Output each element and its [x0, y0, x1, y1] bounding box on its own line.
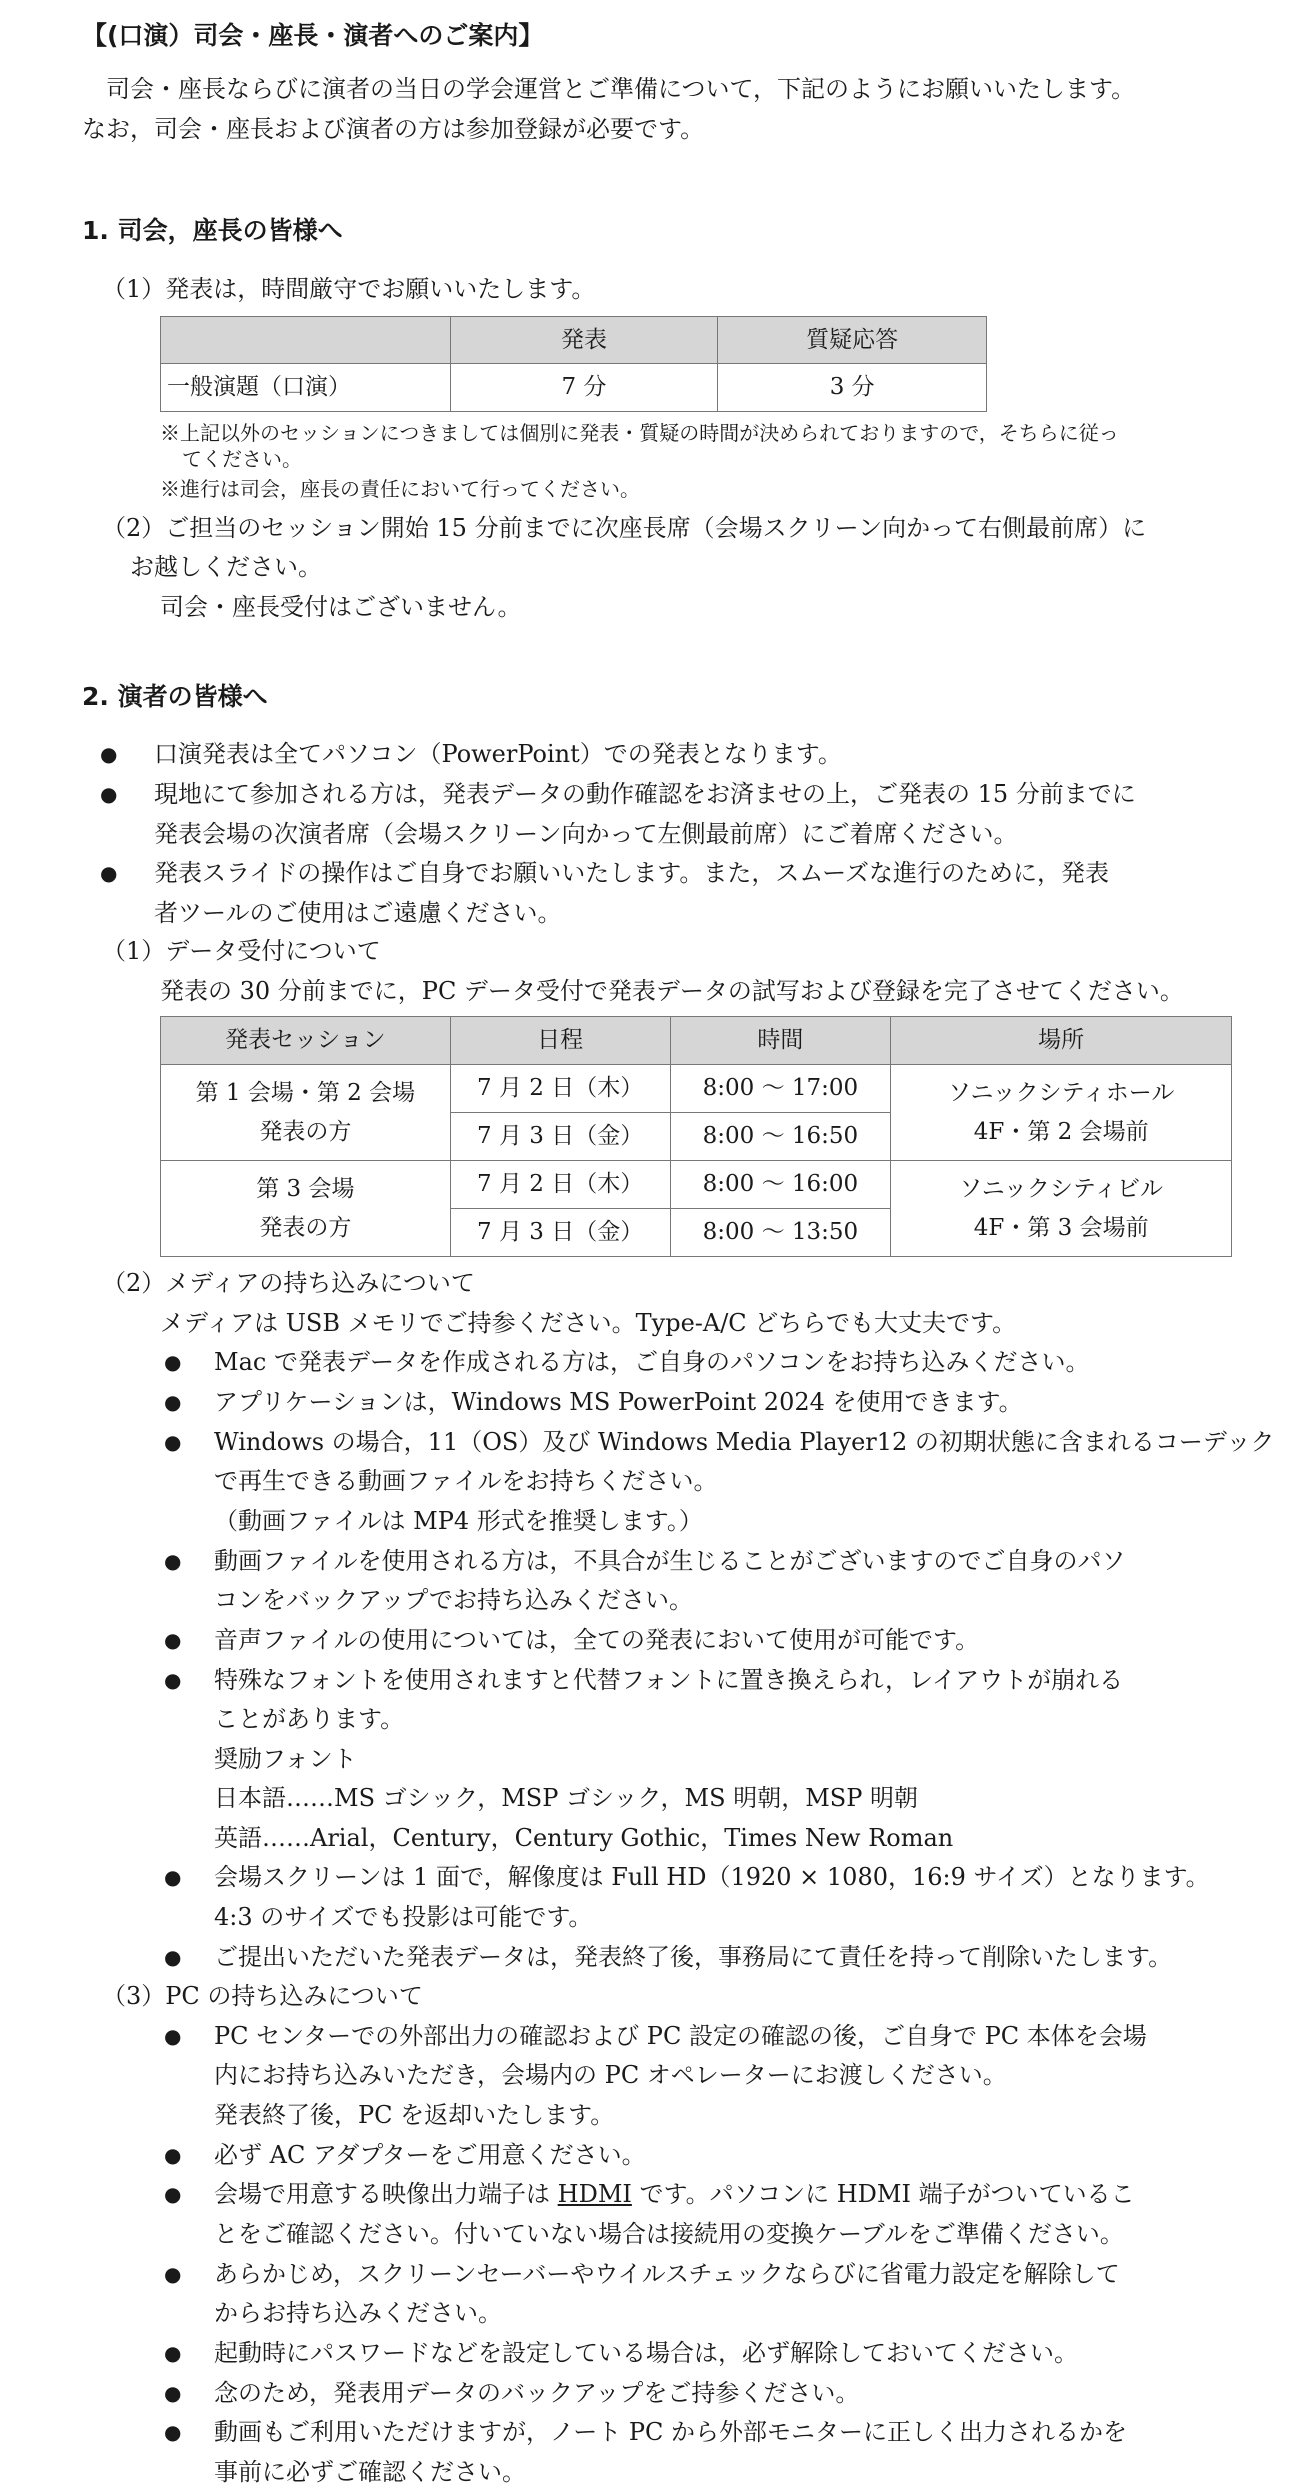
- table-header: [161, 317, 451, 364]
- table-header: 発表セッション: [161, 1017, 451, 1065]
- subsection-label: （2）メディアの持ち込みについて: [102, 1269, 475, 1297]
- bullet-item: ● 発表スライドの操作はご自身でお願いいたします。また，スムーズな進行のために，発表: [154, 854, 1109, 893]
- page-title: 【(口演）司会・座長・演者へのご案内】: [82, 21, 544, 50]
- bullet-item-cont: 発表終了後，PC を返却いたします。: [214, 2101, 615, 2129]
- date-cell: 7 月 3 日（金）: [450, 1113, 670, 1161]
- paragraph: メディアは USB メモリでご持参ください。Type-A/C どちらでも大丈夫です。: [160, 1309, 1017, 1337]
- bullet-item: ● 動画もご利用いただけますが，ノート PC から外部モニターに正しく出力されるかを: [214, 2413, 1127, 2452]
- bullet-item: ● 会場で用意する映像出力端子は HDMI です。パソコンに HDMI 端子がついているこ: [214, 2175, 1135, 2214]
- intro-line: 司会・座長ならびに演者の当日の学会運営とご準備について，下記のようにお願いいたします。: [82, 75, 1136, 103]
- list-item: お越しください。: [130, 553, 322, 581]
- session-cell: 第 3 会場 発表の方: [161, 1161, 451, 1257]
- bullet-item-cont: 事前に必ずご確認ください。: [214, 2458, 526, 2486]
- bullet-item: ● 音声ファイルの使用については，全ての発表において使用が可能です。: [214, 1621, 979, 1660]
- bullet-item: ● 現地にて参加される方は，発表データの動作確認をお済ませの上，ご発表の 15 分前までに: [154, 775, 1136, 814]
- time-cell: 8:00 〜 13:50: [670, 1209, 891, 1257]
- subsection-label: （3）PC の持ち込みについて: [102, 1982, 423, 2010]
- list-item: （2）ご担当のセッション開始 15 分前までに次座長席（会場スクリーン向かって右側最前席）に: [102, 514, 1147, 542]
- table-cell: 一般演題（口演）: [161, 364, 451, 412]
- bullet-item-cont: で再生できる動画ファイルをお持ちください。: [214, 1467, 718, 1495]
- paragraph: 発表の 30 分前までに，PC データ受付で発表データの試写および登録を完了させてください。: [160, 977, 1184, 1005]
- note: てください。: [182, 447, 302, 471]
- section-heading: 2. 演者の皆様へ: [82, 682, 268, 711]
- table-cell: 3 分: [718, 364, 987, 412]
- time-table: [160, 316, 987, 412]
- bullet-item: ● 会場スクリーンは 1 面で，解像度は Full HD（1920 × 1080，16:9 サイズ）となります。: [214, 1858, 1210, 1897]
- time-cell: 8:00 〜 16:50: [670, 1113, 891, 1161]
- intro-line: なお，司会・座長および演者の方は参加登録が必要です。: [82, 115, 705, 143]
- table-cell: 7 分: [450, 364, 718, 412]
- session-cell: 第 1 会場・第 2 会場 発表の方: [161, 1065, 451, 1161]
- bullet-item-cont: 英語……Arial，Century，Century Gothic，Times New Roman: [214, 1824, 954, 1852]
- bullet-item-cont: 日本語……MS ゴシック，MSP ゴシック，MS 明朝，MSP 明朝: [214, 1784, 918, 1812]
- bullet-item: ● 口演発表は全てパソコン（PowerPoint）での発表となります。: [154, 735, 842, 774]
- bullet-item-cont: コンをバックアップでお持ち込みください。: [214, 1586, 694, 1614]
- bullet-item: ● 動画ファイルを使用される方は，不具合が生じることがございますのでご自身のパソ: [214, 1542, 1126, 1581]
- bullet-item: ● 必ず AC アダプターをご用意ください。: [214, 2136, 646, 2175]
- bullet-item: ● Windows の場合，11（OS）及び Windows Media Player12 の初期状態に含まれるコーデック: [214, 1423, 1274, 1462]
- time-cell: 8:00 〜 17:00: [670, 1065, 891, 1113]
- reception-table: [160, 1016, 1232, 1257]
- table-header: 日程: [450, 1017, 670, 1065]
- date-cell: 7 月 3 日（金）: [450, 1209, 670, 1257]
- bullet-item: ● アプリケーションは，Windows MS PowerPoint 2024 を使用できます。: [214, 1383, 1023, 1422]
- subsection-label: （1）データ受付について: [102, 937, 381, 965]
- bullet-item: ● PC センターでの外部出力の確認および PC 設定の確認の後，ご自身で PC 本体を会場: [214, 2017, 1147, 2056]
- place-cell: ソニックシティホール 4F・第 2 会場前: [891, 1065, 1232, 1161]
- bullet-item: ● ご提出いただいた発表データは，発表終了後，事務局にて責任を持って削除いたします。: [214, 1938, 1172, 1977]
- bullet-item-cont: 内にお持ち込みいただき，会場内の PC オペレーターにお渡しください。: [214, 2061, 1007, 2089]
- bullet-item-cont: とをご確認ください。付いていない場合は接続用の変換ケーブルをご準備ください。: [214, 2220, 1124, 2248]
- bullet-item-cont: ことがあります。: [214, 1705, 405, 1733]
- date-cell: 7 月 2 日（木）: [450, 1065, 670, 1113]
- bullet-item: ● 念のため，発表用データのバックアップをご持参ください。: [214, 2374, 859, 2413]
- date-cell: 7 月 2 日（木）: [450, 1161, 670, 1209]
- table-header: 時間: [670, 1017, 891, 1065]
- bullet-item: ● 特殊なフォントを使用されますと代替フォントに置き換えられ，レイアウトが崩れる: [214, 1661, 1123, 1700]
- table-header: 質疑応答: [718, 317, 987, 364]
- place-cell: ソニックシティビル 4F・第 3 会場前: [891, 1161, 1232, 1257]
- bullet-item-cont: からお持ち込みください。: [214, 2299, 502, 2327]
- note: ※進行は司会，座長の責任において行ってください。: [160, 477, 640, 501]
- note: ※上記以外のセッションにつきましては個別に発表・質疑の時間が決められておりますので，そちらに従っ: [160, 421, 1119, 445]
- table-header: 場所: [891, 1017, 1232, 1065]
- bullet-item-cont: 発表会場の次演者席（会場スクリーン向かって左側最前席）にご着席ください。: [154, 820, 1018, 848]
- bullet-item-cont: （動画ファイルは MP4 形式を推奨します。）: [214, 1507, 703, 1535]
- list-item: 司会・座長受付はございません。: [160, 593, 522, 621]
- bullet-item: ● あらかじめ，スクリーンセーバーやウイルスチェックならびに省電力設定を解除して: [214, 2255, 1120, 2294]
- bullet-item: ● Mac で発表データを作成される方は，ご自身のパソコンをお持ち込みください。: [214, 1343, 1089, 1382]
- section-heading: 1. 司会，座長の皆様へ: [82, 216, 343, 245]
- bullet-item: ● 起動時にパスワードなどを設定している場合は，必ず解除しておいてください。: [214, 2334, 1078, 2373]
- bullet-item-cont: 者ツールのご使用はご遠慮ください。: [154, 899, 562, 927]
- table-header: 発表: [450, 317, 718, 364]
- list-item: （1）発表は，時間厳守でお願いいたします。: [102, 275, 596, 303]
- time-cell: 8:00 〜 16:00: [670, 1161, 891, 1209]
- bullet-item-cont: 4:3 のサイズでも投影は可能です。: [214, 1903, 593, 1931]
- bullet-item-cont: 奨励フォント: [214, 1745, 357, 1773]
